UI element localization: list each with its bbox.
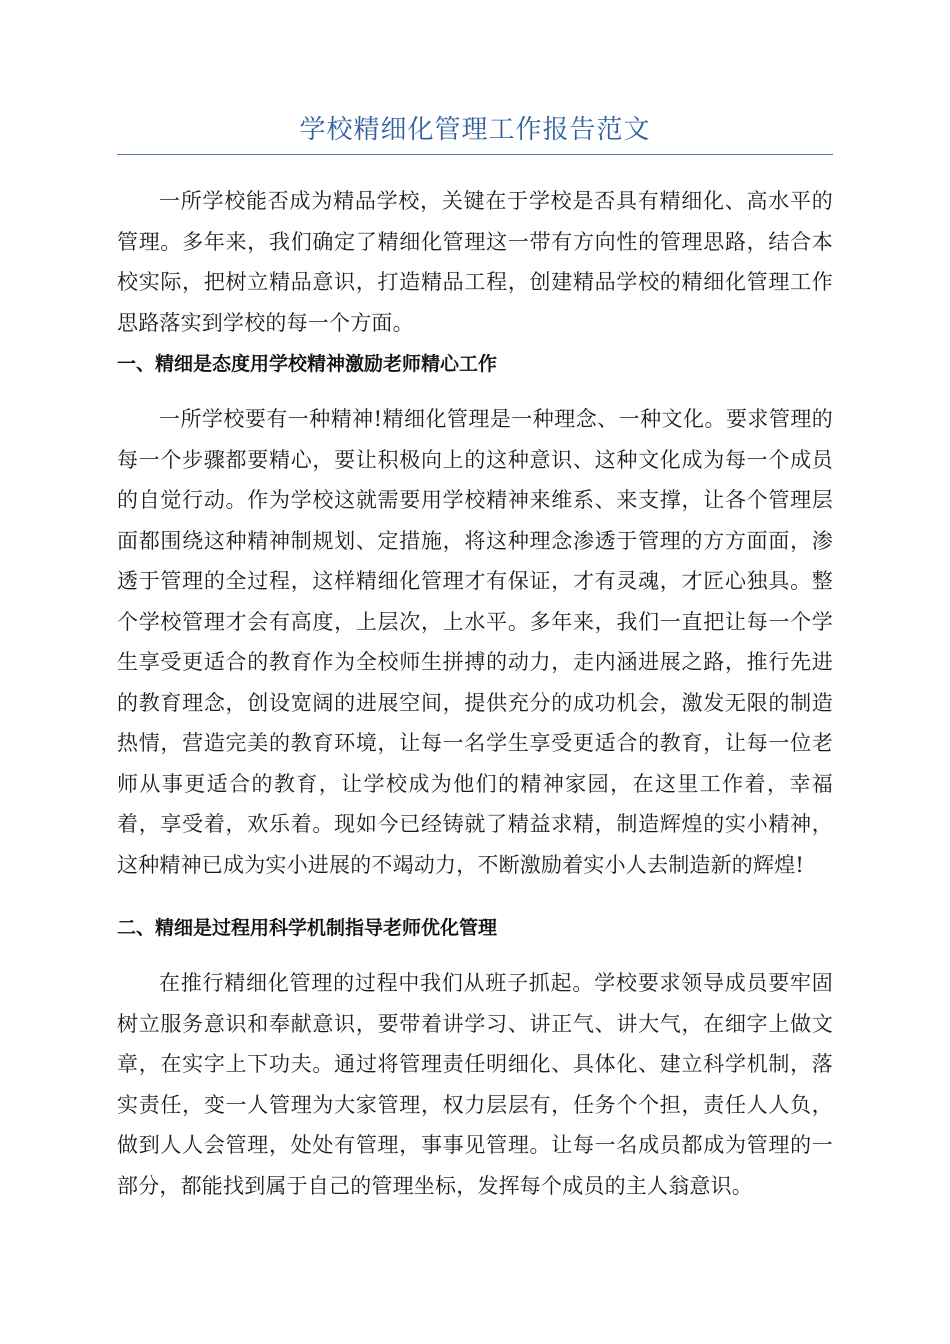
section-1-paragraph: 一所学校要有一种精神!精细化管理是一种理念、一种文化。要求管理的每一个步骤都要精心，要让积极向上的这种意识、这种文化成为每一个成员的自觉行动。作为学校这就需要用学校精神来维系、来支撑，让各个管理层面都围绕这种精神制规划、定措施，将这种理念渗透于管理的方方面面，渗透于管理的全过程，这样精细化管理才有保证，才有灵魂，才匠心独具。整个学校管理才会有高度，上层次，上水平。多年来，我们一直把让每一个学生享受更适合的教育作为全校师生拼搏的动力，走内涵进展之路，推行先进的教育理念，创设宽阔的进展空间，提供充分的成功机会，激发无限的制造热情，营造完美的教育环境，让每一名学生享受更适合的教育，让每一位老师从事更适合的教育，让学校成为他们的精神家园，在这里工作着，幸福着，享受着，欢乐着。现如今已经铸就了精益求精，制造辉煌的实小精神，这种精神已成为实小进展的不竭动力，不断激励着实小人去制造新的辉煌! [117, 407, 833, 877]
document-title: 学校精细化管理工作报告范文 [299, 115, 651, 145]
title-underline [117, 154, 833, 155]
intro-paragraph: 一所学校能否成为精品学校，关键在于学校是否具有精细化、高水平的管理。多年来，我们确定了精细化管理这一带有方向性的管理思路，结合本校实际，把树立精品意识，打造精品工程，创建精品学校的精细化管理工作思路落实到学校的每一个方面。 [117, 189, 833, 335]
section-1-heading: 一、精细是态度用学校精神激励老师精心工作 [117, 353, 498, 375]
section-2-paragraph: 在推行精细化管理的过程中我们从班子抓起。学校要求领导成员要牢固树立服务意识和奉献意识，要带着讲学习、讲正气、讲大气，在细字上做文章，在实字上下功夫。通过将管理责任明细化、具体化、建立科学机制，落实责任，变一人管理为大家管理，权力层层有，任务个个担，责任人人负，做到人人会管理，处处有管理，事事见管理。让每一名成员都成为管理的一部分，都能找到属于自己的管理坐标，发挥每个成员的主人翁意识。 [117, 971, 833, 1198]
section-2-heading: 二、精细是过程用科学机制指导老师优化管理 [117, 917, 498, 939]
